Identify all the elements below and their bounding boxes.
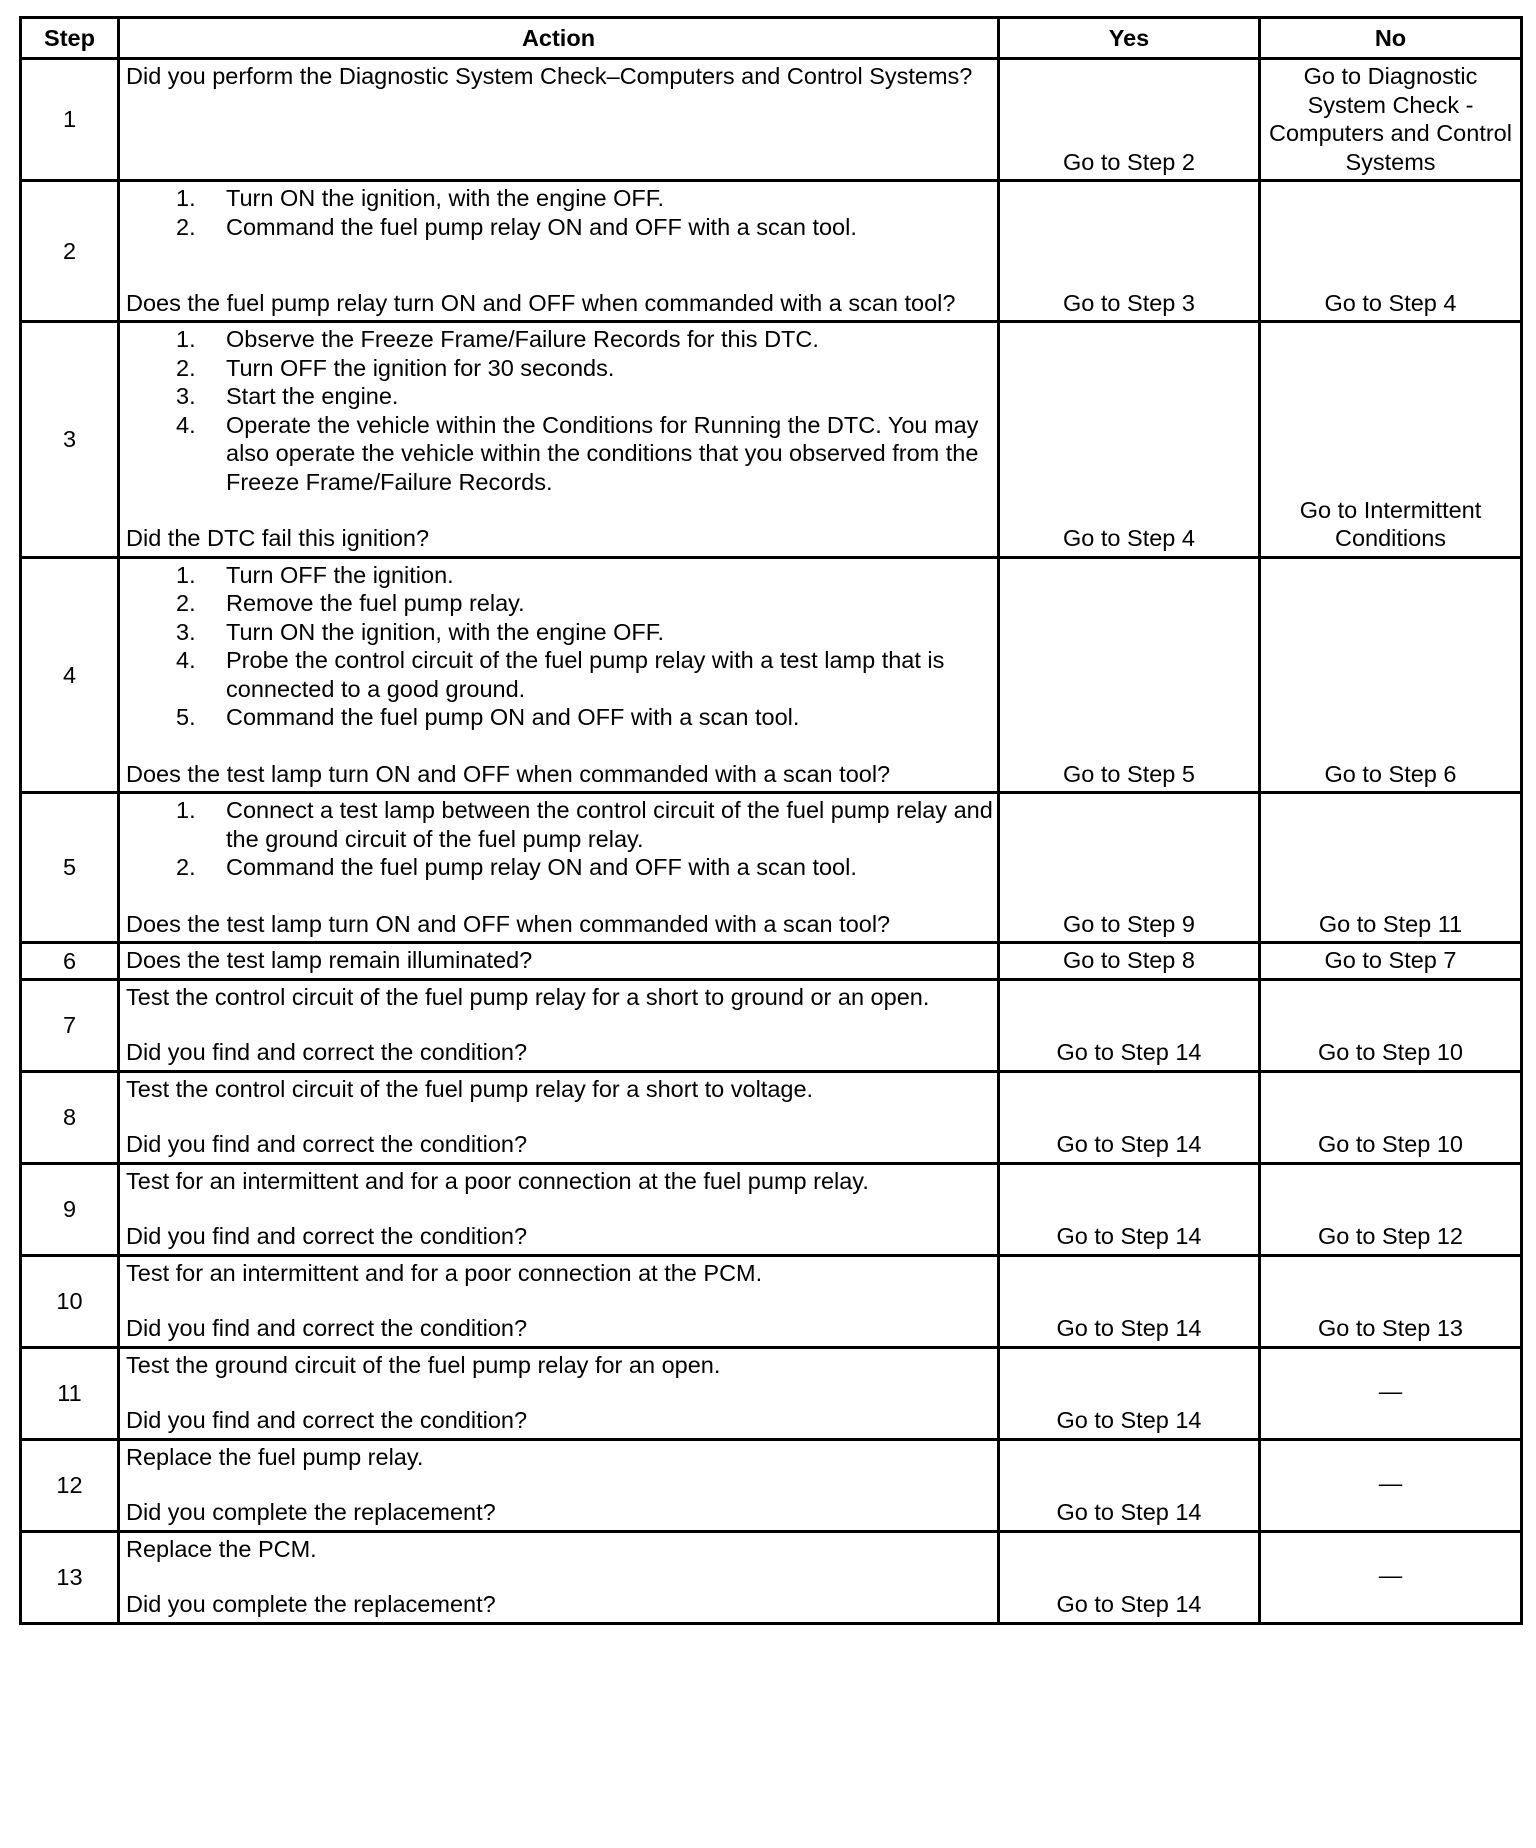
instruction-text: Remove the fuel pump relay. [226, 590, 525, 616]
table-row [21, 1531, 1522, 1623]
action-cell [119, 1347, 999, 1439]
action-cell [119, 181, 999, 322]
table-row [21, 181, 1522, 322]
instruction-number: 2. [176, 854, 196, 880]
action-question: Did you find and correct the condition? [126, 1131, 528, 1157]
header-action: Action [119, 18, 999, 59]
no-result: Go to Step 10 [1260, 1071, 1522, 1163]
header-row [21, 18, 1522, 59]
instruction-item [126, 589, 993, 618]
no-result: — [1260, 1347, 1522, 1439]
step-number: 12 [21, 1439, 119, 1531]
no-result: Go to Diagnostic System Check - Computers and Control Systems [1260, 59, 1522, 181]
action-question: Does the test lamp remain illuminated? [126, 947, 533, 973]
instruction-number: 2. [176, 590, 196, 616]
yes-result: Go to Step 5 [999, 557, 1260, 793]
instruction-item [126, 646, 993, 703]
header-no: No [1260, 18, 1522, 59]
yes-result: Go to Step 14 [999, 1347, 1260, 1439]
action-cell [119, 943, 999, 980]
instruction-item [126, 853, 993, 882]
instruction-text: Turn ON the ignition, with the engine OFF. [226, 185, 665, 211]
action-cell [119, 1439, 999, 1531]
instruction-text: Turn OFF the ignition for 30 seconds. [226, 354, 615, 381]
table-row [21, 1347, 1522, 1439]
action-cell [119, 59, 999, 181]
yes-result: Go to Step 14 [999, 1531, 1260, 1623]
no-result: Go to Step 12 [1260, 1163, 1522, 1255]
action-question: Does the fuel pump relay turn ON and OFF when commanded with a scan tool? [126, 289, 956, 316]
no-result: Go to Step 10 [1260, 979, 1522, 1071]
yes-result: Go to Step 2 [999, 59, 1260, 181]
action-content [126, 983, 993, 1067]
instruction-number: 4. [176, 411, 196, 438]
action-content [126, 1351, 993, 1435]
yes-result: Go to Step 8 [999, 943, 1260, 980]
action-content [126, 184, 993, 317]
table-row [21, 1071, 1522, 1163]
action-question: Does the test lamp turn ON and OFF when commanded with a scan tool? [126, 760, 891, 787]
action-cell [119, 1255, 999, 1347]
step-number: 3 [21, 322, 119, 558]
instruction-text: Command the fuel pump ON and OFF with a scan tool. [226, 704, 800, 730]
action-instruction: Test the ground circuit of the fuel pump relay for an open. [126, 1351, 721, 1378]
yes-result: Go to Step 4 [999, 322, 1260, 558]
yes-result: Go to Step 14 [999, 1163, 1260, 1255]
instruction-text: Operate the vehicle within the Conditions for Running the DTC. You may also operate the vehicle within the conditions that you observed from the Freeze Frame/Failure Records. [226, 411, 979, 495]
yes-result: Go to Step 14 [999, 979, 1260, 1071]
action-content [126, 946, 993, 975]
action-cell [119, 557, 999, 793]
instruction-item [126, 411, 993, 497]
instruction-text: Command the fuel pump relay ON and OFF with a scan tool. [226, 213, 857, 240]
step-number: 10 [21, 1255, 119, 1347]
action-cell [119, 1071, 999, 1163]
instruction-item [126, 354, 993, 383]
instruction-number: 3. [176, 383, 196, 409]
instruction-number: 3. [176, 618, 196, 645]
step-number: 1 [21, 59, 119, 181]
instruction-item [126, 213, 993, 242]
instruction-item [126, 796, 993, 853]
action-content [126, 325, 993, 553]
table-row [21, 793, 1522, 943]
yes-result: Go to Step 14 [999, 1439, 1260, 1531]
table-row [21, 1255, 1522, 1347]
action-content [126, 1443, 993, 1527]
step-number: 8 [21, 1071, 119, 1163]
instruction-item [126, 561, 993, 590]
no-result: — [1260, 1439, 1522, 1531]
instruction-number: 1. [176, 561, 196, 588]
instruction-text: Start the engine. [226, 383, 399, 409]
action-content [126, 1167, 993, 1251]
instruction-text: Command the fuel pump relay ON and OFF with a scan tool. [226, 854, 857, 880]
table-row [21, 1163, 1522, 1255]
instruction-list [126, 184, 993, 241]
instruction-text: Turn ON the ignition, with the engine OFF. [226, 618, 665, 645]
action-cell [119, 979, 999, 1071]
instruction-item [126, 703, 993, 732]
instruction-item [126, 382, 993, 411]
instruction-list [126, 561, 993, 732]
action-question: Did you find and correct the condition? [126, 1407, 528, 1433]
action-question: Did you find and correct the condition? [126, 1315, 528, 1341]
instruction-number: 1. [176, 797, 196, 823]
header-step: Step [21, 18, 119, 59]
step-number: 6 [21, 943, 119, 980]
yes-result: Go to Step 14 [999, 1071, 1260, 1163]
action-cell [119, 322, 999, 558]
action-instruction: Replace the fuel pump relay. [126, 1443, 424, 1470]
instruction-number: 2. [176, 354, 196, 381]
instruction-list [126, 325, 993, 496]
action-question: Did you complete the replacement? [126, 1499, 496, 1525]
instruction-number: 5. [176, 704, 196, 730]
action-content [126, 62, 993, 176]
no-result: — [1260, 1531, 1522, 1623]
action-content [126, 1075, 993, 1159]
action-instruction: Test for an intermittent and for a poor connection at the PCM. [126, 1259, 763, 1286]
instruction-text: Turn OFF the ignition. [226, 561, 454, 588]
no-result: Go to Intermittent Conditions [1260, 322, 1522, 558]
action-question: Did you find and correct the condition? [126, 1039, 528, 1065]
action-question: Did you complete the replacement? [126, 1591, 496, 1617]
action-instruction: Replace the PCM. [126, 1535, 317, 1562]
action-question: Does the test lamp turn ON and OFF when commanded with a scan tool? [126, 910, 891, 937]
step-number: 2 [21, 181, 119, 322]
table-row [21, 322, 1522, 558]
action-question: Did you find and correct the condition? [126, 1223, 528, 1249]
header-yes: Yes [999, 18, 1260, 59]
diagnostic-table [19, 16, 1523, 1625]
no-result: Go to Step 4 [1260, 181, 1522, 322]
instruction-list [126, 796, 993, 882]
yes-result: Go to Step 9 [999, 793, 1260, 943]
action-instruction: Test the control circuit of the fuel pump relay for a short to voltage. [126, 1075, 814, 1102]
action-cell [119, 1163, 999, 1255]
instruction-number: 4. [176, 647, 196, 673]
action-instruction: Test for an intermittent and for a poor connection at the fuel pump relay. [126, 1167, 869, 1194]
no-result: Go to Step 6 [1260, 557, 1522, 793]
instruction-number: 1. [176, 185, 196, 211]
no-result: Go to Step 7 [1260, 943, 1522, 980]
yes-result: Go to Step 3 [999, 181, 1260, 322]
table-row [21, 943, 1522, 980]
instruction-item [126, 618, 993, 647]
no-result: Go to Step 13 [1260, 1255, 1522, 1347]
step-number: 9 [21, 1163, 119, 1255]
table-row [21, 979, 1522, 1071]
instruction-text: Observe the Freeze Frame/Failure Records for this DTC. [226, 326, 819, 352]
no-result: Go to Step 11 [1260, 793, 1522, 943]
action-instruction: Test the control circuit of the fuel pump relay for a short to ground or an open. [126, 983, 930, 1010]
action-question: Did the DTC fail this ignition? [126, 525, 430, 551]
table-row [21, 59, 1522, 181]
step-number: 5 [21, 793, 119, 943]
action-cell [119, 793, 999, 943]
action-content [126, 796, 993, 938]
table-row [21, 557, 1522, 793]
action-content [126, 1259, 993, 1343]
action-content [126, 561, 993, 789]
step-number: 7 [21, 979, 119, 1071]
instruction-text: Probe the control circuit of the fuel pump relay with a test lamp that is connected to a good ground. [226, 647, 945, 702]
step-number: 13 [21, 1531, 119, 1623]
step-number: 11 [21, 1347, 119, 1439]
action-cell [119, 1531, 999, 1623]
instruction-number: 2. [176, 213, 196, 240]
instruction-item [126, 325, 993, 354]
action-question: Did you perform the Diagnostic System Check–Computers and Control Systems? [126, 63, 973, 89]
instruction-text: Connect a test lamp between the control circuit of the fuel pump relay and the ground circuit of the fuel pump relay. [226, 797, 993, 852]
table-row [21, 1439, 1522, 1531]
yes-result: Go to Step 14 [999, 1255, 1260, 1347]
instruction-item [126, 184, 993, 213]
instruction-number: 1. [176, 326, 196, 352]
action-content [126, 1535, 993, 1619]
step-number: 4 [21, 557, 119, 793]
